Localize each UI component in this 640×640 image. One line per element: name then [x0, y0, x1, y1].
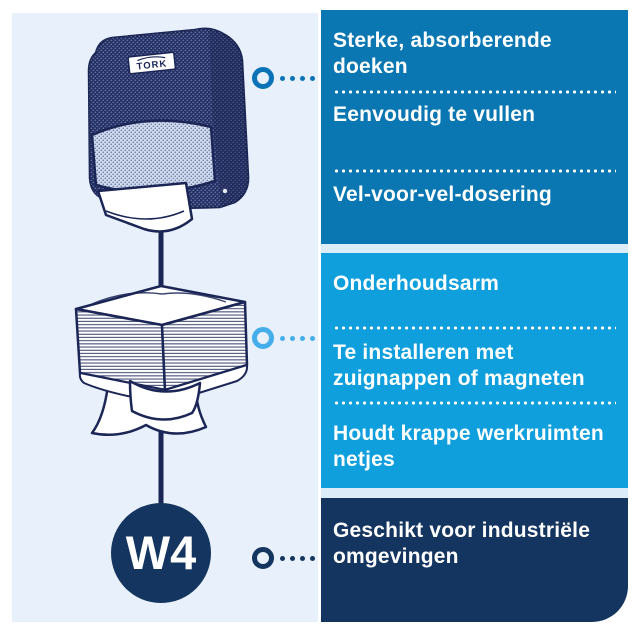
connector-dot: [290, 556, 295, 561]
panel-gap: [321, 488, 628, 498]
feature-column: [321, 10, 628, 622]
panel-gap: [321, 244, 628, 253]
dispenser-illustration: [89, 29, 248, 232]
tork-logo-text: TORK: [136, 58, 168, 73]
connector-bullet-bottom: [252, 547, 320, 569]
connector-dot: [290, 336, 295, 341]
feature-panel-middle: [321, 253, 628, 488]
connector-dot: [300, 336, 305, 341]
bullet-ring-icon: [252, 547, 274, 569]
illustration-svg: [12, 13, 318, 622]
feature-item: Sterke, absorberende doeken: [333, 29, 552, 78]
bullet-ring-icon: [252, 67, 274, 89]
feature-panel-top: [321, 10, 628, 244]
feature-item: Houdt krappe werkruimten netjes: [333, 422, 604, 471]
towel-stack-illustration: [76, 286, 247, 435]
dotted-separator: [333, 169, 616, 173]
feature-item: Geschikt voor industriële omgevingen: [333, 519, 591, 568]
w4-badge-text: W4: [125, 526, 197, 579]
connector-dot: [280, 76, 285, 81]
dotted-separator: [333, 90, 616, 94]
feature-panel-bottom: [321, 498, 628, 622]
dispenser-towel: [98, 183, 192, 231]
connector-bullet-middle: [252, 327, 320, 349]
connector-dot: [300, 556, 305, 561]
connector-dot: [310, 336, 315, 341]
feature-item: Onderhoudsarm: [333, 272, 499, 295]
w4-badge: [111, 503, 211, 603]
feature-item: Eenvoudig te vullen: [333, 103, 536, 126]
connector-dot: [300, 76, 305, 81]
connector-dot: [310, 76, 315, 81]
connector-bullet-top: [252, 67, 320, 89]
connector-dot: [280, 556, 285, 561]
feature-item: Te installeren met zuignappen of magneten: [333, 341, 585, 390]
connector-dot: [280, 336, 285, 341]
illustration-panel: [12, 13, 318, 622]
connector-dot: [290, 76, 295, 81]
dotted-separator: [333, 401, 616, 405]
feature-item: Vel-voor-vel-dosering: [333, 183, 552, 206]
bullet-ring-icon: [252, 327, 274, 349]
connector-dot: [310, 556, 315, 561]
dotted-separator: [333, 326, 616, 330]
